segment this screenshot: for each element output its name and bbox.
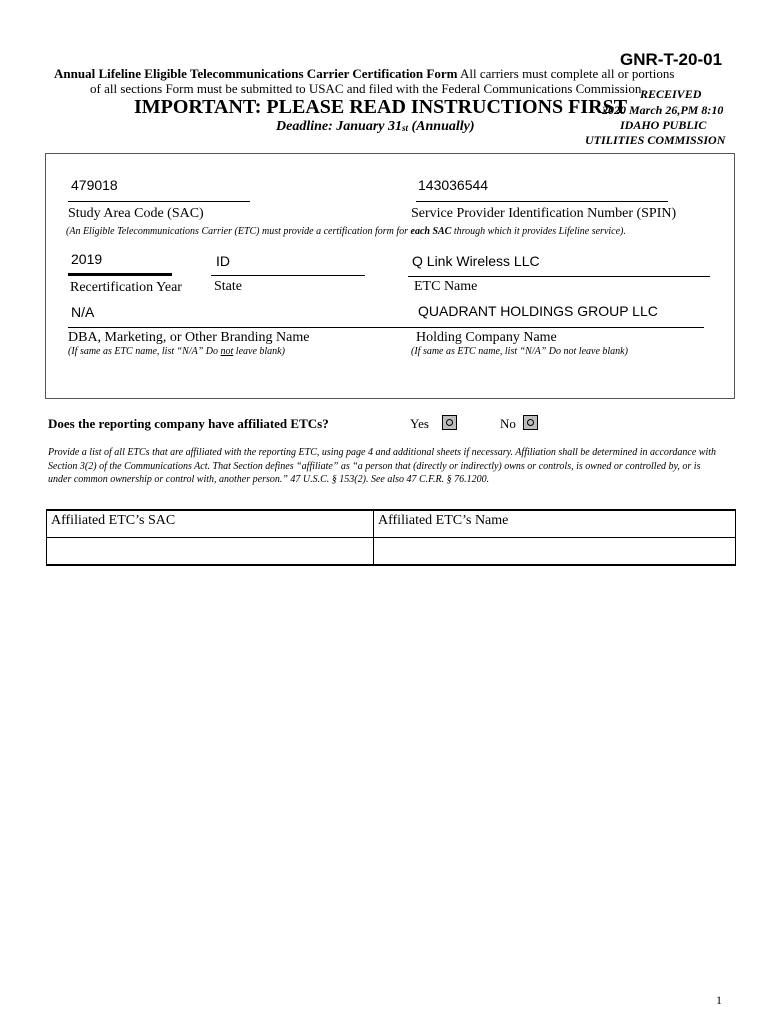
deadline-prefix: Deadline: January 31: [276, 119, 402, 134]
affiliated-question: Does the reporting company have affiliated ETCs?: [48, 416, 329, 431]
form-title-bold: Annual Lifeline Eligible Telecommunications Carrier Certification Form: [54, 66, 458, 81]
page-number: 1: [716, 993, 722, 1007]
deadline-annually: (Annually): [408, 119, 475, 134]
deadline-suffix-st: st: [402, 123, 409, 133]
dba-note-not: not: [220, 346, 234, 357]
no-checkbox[interactable]: [523, 415, 538, 430]
affiliated-sac-header: Affiliated ETC’s SAC: [47, 510, 374, 538]
table-header-row: [47, 510, 736, 538]
etc-note-bold: each SAC: [410, 226, 452, 237]
state-underline: [211, 275, 365, 276]
affiliated-etc-table: [46, 509, 736, 566]
holding-note: (If same as ETC name, list “N/A” Do not leave blank): [411, 346, 628, 357]
yes-checkbox[interactable]: [442, 415, 457, 430]
sac-value[interactable]: 479018: [71, 177, 118, 193]
etc-note-open: (An Eligible Telecommunications Carrier (ETC) must provide a certification form for: [66, 226, 411, 237]
stamp-agency-line1: IDAHO PUBLIC: [620, 118, 707, 132]
form-title: [54, 66, 674, 82]
affiliated-name-header: Affiliated ETC’s Name: [374, 510, 736, 538]
table-row: [47, 538, 736, 566]
stamp-date: 2020 March 26,PM 8:10: [602, 103, 724, 117]
affiliated-name-cell[interactable]: [374, 538, 736, 566]
year-value[interactable]: 2019: [71, 251, 103, 267]
no-label: No: [500, 416, 516, 431]
yes-label: Yes: [410, 416, 429, 431]
etc-name-value[interactable]: Q Link Wireless LLC: [412, 253, 540, 269]
etc-note-close: through which it provides Lifeline service).: [451, 226, 626, 237]
stamp-agency-line2: UTILITIES COMMISSION: [585, 133, 726, 147]
stamp-received: RECEIVED: [640, 87, 702, 101]
dba-label: DBA, Marketing, or Other Branding Name: [68, 330, 310, 345]
spin-underline: [416, 201, 668, 202]
state-value[interactable]: ID: [216, 253, 230, 269]
deadline: [276, 119, 475, 135]
form-title-line2: of all sections Form must be submitted to USAC and filed with the Federal Communications Commission: [90, 81, 642, 96]
year-label: Recertification Year: [70, 280, 182, 295]
dba-holding-underline: [68, 327, 704, 328]
important-notice: IMPORTANT: PLEASE READ INSTRUCTIONS FIRST: [134, 96, 628, 118]
sac-underline: [68, 201, 250, 202]
holding-value[interactable]: QUADRANT HOLDINGS GROUP LLC: [418, 303, 658, 319]
spin-label: Service Provider Identification Number (SPIN): [411, 206, 677, 221]
dba-note-pre: (If same as ETC name, list “N/A” Do: [68, 346, 221, 357]
carrier-info-box: [45, 153, 735, 399]
form-title-rest: All carriers must complete all or portions: [457, 66, 675, 81]
document-id: GNR-T-20-01: [620, 50, 723, 69]
dba-note: [68, 346, 285, 357]
holding-label: Holding Company Name: [416, 330, 557, 345]
affiliation-paragraph: Provide a list of all ETCs that are affiliated with the reporting ETC, using page 4 and additional sheets if necessary. Affiliation shall be determined in accordance with Section 3(2) of the Communications Act. That Section defines “affiliate” as “a person that (directly or indirectly) owns or controls, is owned or controlled by, or is under common ownership or control with, another person.” 47 U.S.C. § 153(2). See also 47 C.F.R. § 76.1200.: [48, 447, 717, 485]
affiliated-sac-cell[interactable]: [47, 538, 374, 566]
sac-label: Study Area Code (SAC): [68, 206, 204, 221]
state-label: State: [214, 279, 242, 294]
spin-value[interactable]: 143036544: [418, 177, 489, 193]
etc-name-label: ETC Name: [414, 279, 478, 294]
dba-note-post: leave blank): [233, 346, 285, 357]
etc-name-underline: [408, 276, 710, 277]
dba-value[interactable]: N/A: [71, 304, 95, 320]
etc-note: [66, 226, 626, 237]
year-underline: [68, 273, 172, 276]
